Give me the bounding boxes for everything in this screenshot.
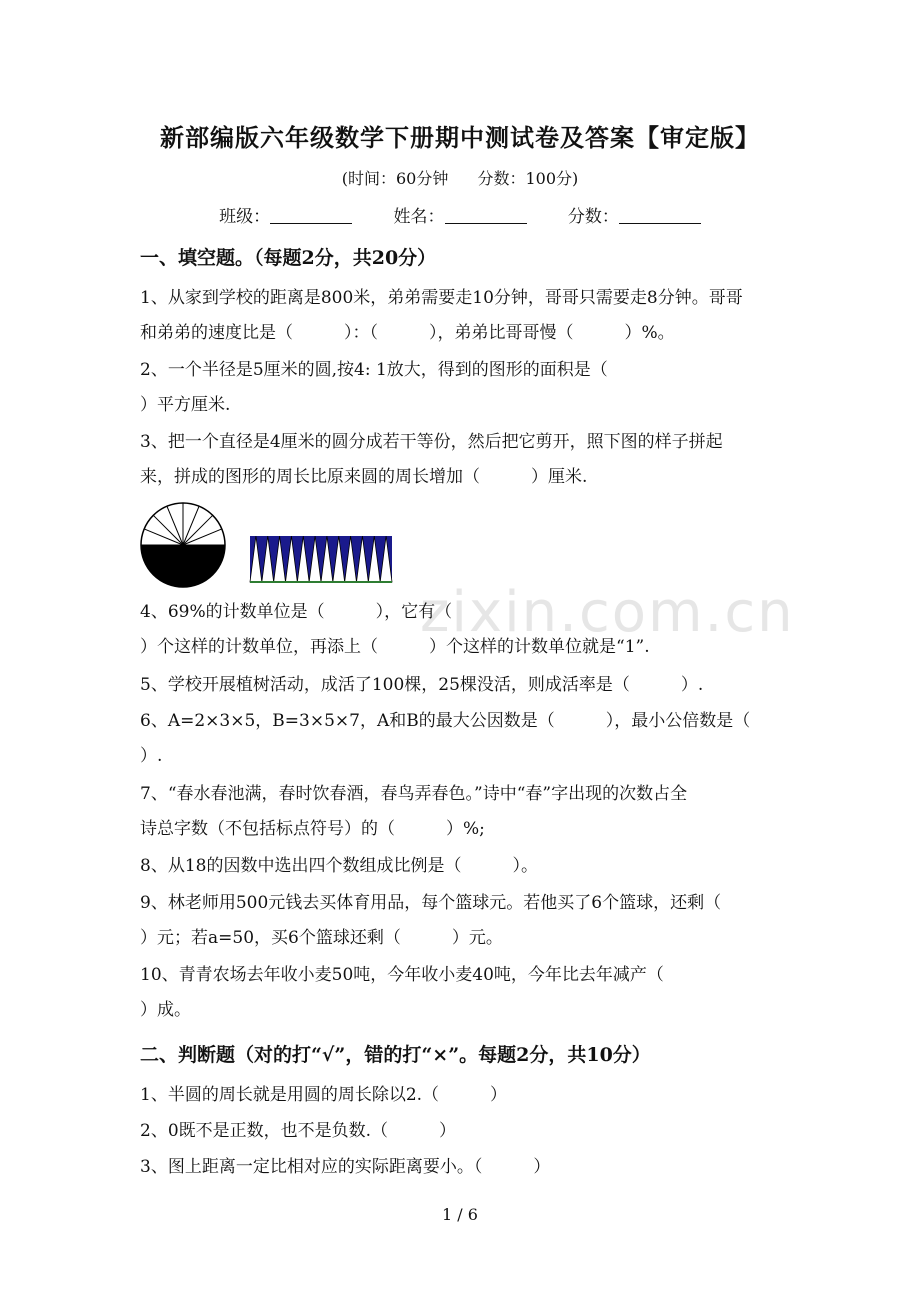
exam-meta xyxy=(0,166,920,189)
exam-time: (时间：60分钟 xyxy=(341,169,449,188)
rearranged-strip xyxy=(250,536,392,582)
class-field[interactable]: 班级： xyxy=(219,202,352,227)
circle-filled-half xyxy=(141,545,225,587)
question-1: 1、从家到学校的距离是800米，弟弟需要走10分钟，哥哥只需要走8分钟。哥哥 和弟弟的速度比是（ ）：（ ），弟弟比哥哥慢（ ）%。 xyxy=(140,288,743,343)
circle-dissection-figure xyxy=(140,500,410,594)
circle-sector-line xyxy=(153,515,183,545)
question-9: 9、林老师用500元钱去买体育用品，每个篮球元。若他买了6个篮球，还剩（ ）元；若a=50，买6个篮球还剩（ ）元。 xyxy=(140,893,722,948)
watermark: zixin.com.cn xyxy=(420,580,795,645)
student-info-fields xyxy=(0,202,920,227)
exam-score: 分数：100分) xyxy=(477,169,579,188)
section-fill-blank-heading: 一、填空题。（每题2分，共20分） xyxy=(140,247,437,269)
judge-question-2: 2、0既不是正数，也不是负数.（ ） xyxy=(140,1121,457,1141)
question-5: 5、学校开展植树活动，成活了100棵，25棵没活，则成活率是（ ）. xyxy=(140,675,704,695)
question-2: 2、一个半径是5厘米的圆,按4: 1放大，得到的图形的面积是（ ）平方厘米. xyxy=(140,360,608,415)
name-field[interactable]: 姓名： xyxy=(394,202,527,227)
question-3: 3、把一个直径是4厘米的圆分成若干等份，然后把它剪开，照下图的样子拼起 来，拼成的图形的周长比原来圆的周长增加（ ）厘米. xyxy=(140,432,723,487)
question-10: 10、青青农场去年收小麦50吨，今年收小麦40吨，今年比去年减产（ ）成。 xyxy=(140,965,664,1020)
judge-question-3: 3、图上距离一定比相对应的实际距离要小。（ ） xyxy=(140,1157,551,1177)
circle-dissection-svg xyxy=(140,500,410,590)
page-number: 1 / 6 xyxy=(442,1205,478,1224)
segmented-circle xyxy=(141,503,225,587)
circle-sector-line xyxy=(183,515,213,545)
question-7: 7、“春水春池满，春时饮春酒，春鸟弄春色。”诗中“春”字出现的次数占全 诗总字数（不包括标点符号）的（ ）%; xyxy=(140,784,688,839)
judge-question-1: 1、半圆的周长就是用圆的周长除以2.（ ） xyxy=(140,1085,508,1105)
question-6: 6、A=2×3×5，B=3×5×7，A和B的最大公因数是（ ），最小公倍数是（ ）. xyxy=(140,711,751,766)
page-title: 新部编版六年级数学下册期中测试卷及答案【审定版】 xyxy=(160,123,760,152)
score-field[interactable]: 分数： xyxy=(568,202,701,227)
question-4: 4、69%的计数单位是（ ），它有（ ）个这样的计数单位，再添上（ ）个这样的计数单位就是“1”. xyxy=(140,602,650,657)
question-8: 8、从18的因数中选出四个数组成比例是（ ）。 xyxy=(140,856,538,876)
section-true-false-heading: 二、判断题（对的打“√”，错的打“×”。每题2分，共10分） xyxy=(140,1044,651,1066)
